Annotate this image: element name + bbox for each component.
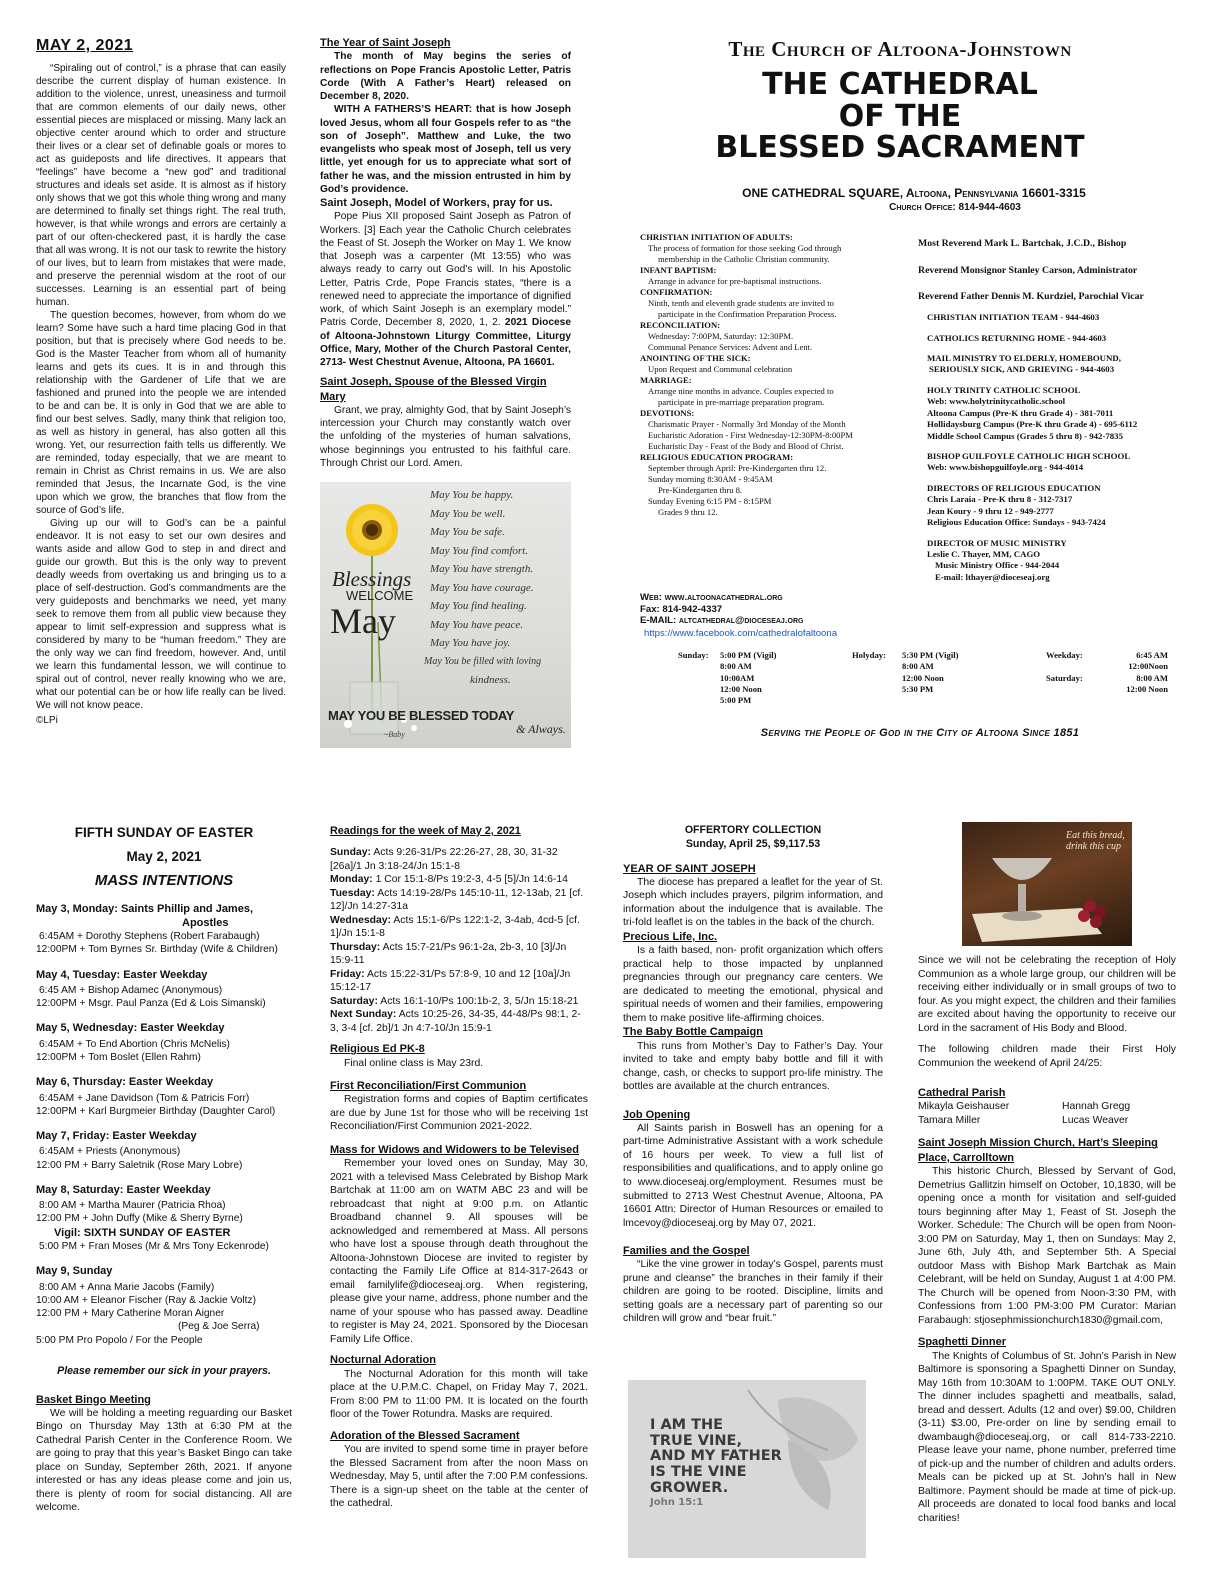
reflection-date: MAY 2, 2021 [36,37,134,54]
reflection-paragraph: Giving up our will to God’s can be a painful endeavor. It is not easy to set our own desires and wants aside and allow God to step in and direct and guide our growth. But this is the only way to prevent deadly weeds from overtaking us and bringing us to a place of self-destruction. God’s commandments are the very guideposts and benchmarks we need, yet many seek to remove them from all public view because they appear to limit self-expression and suppress what is considered by many to be “human freedom.” They are the only way we can find freedom, however. And, until we learn this fundamental lesson, we will continue to spiral out of control, never really knowing who we are, what our potential can be or how life really can be lived. We will not know peace. [36,517,286,711]
intention-line: 6:45AM + Priests (Anonymous) [39,1146,181,1158]
may-line: May You be happy. [430,489,514,501]
mass-time: 10:00AM [720,672,755,683]
precious-life-text: Is a faith based, non- profit organization which offers practical help to those impacted by unplanned pregnancies through our pregnancy care centers. We are dedicated to meeting the emotional, physical and spiritual needs of women and their families, empowering them to make positive life-affirming choices. [623,945,883,1024]
staff-vicar: Reverend Father Dennis M. Kurdziel, Parochial Vicar [918,291,1144,303]
reading-day: Monday: [330,874,373,886]
intention-line: 6:45 AM + Bishop Adamec (Anonymous) [39,984,223,996]
staff-directory [918,238,1198,592]
reading-entry [330,995,588,1009]
info-line: participate in the Confirmation Preparation Process. [658,309,837,319]
contact-block [640,592,900,639]
may-line: May You find comfort. [430,544,528,557]
reading-entry [330,873,588,887]
info-line: Pre-Kindergarten thru 8. [658,485,743,495]
mass-time: 5:00 PM [720,695,752,706]
sj-paragraph: The month of May begins the series of reflections on Pope Francis Apostolic Letter, Patris Corde (With A Father’s Heart) released on December 8, 2020. [320,51,571,103]
bingo-title: Basket Bingo Meeting [36,1393,151,1406]
intention-day: May 8, Saturday: Easter Weekday [36,1183,211,1196]
staff-administrator: Reverend Monsignor Stanley Carson, Administrator [918,264,1138,276]
sj-prayer: Grant, we pray, almighty God, that by Saint Joseph’s intercession your Church may constantly watch over the unfolding of the mysteries of human salvations, whose beginnings you entrusted to his faithful care. Through Christ our Lord. Amen. [320,404,571,469]
intention-line: 6:45AM + Jane Davidson (Tom & Patricis Forr) [39,1092,250,1104]
reflection-paragraph: The question becomes, however, from whom do we learn? Some have such a hard time placing God in that position, but that is precisely where God needs to be. God is the Master Teacher from whom all of humanity learns and gets its cues. It is in and through this relationship with the Gardener of Life that we are fashioned and pruned into the people we are intended to be and can be. It is only in God that we are able to find our best selves. Sadly, many think that religion too, as well as history in general, has also gotten all this wrong. Yet, our resurrection faith tells us differently. We are reminded, today especially, that we are meant to remain in Christ as Christ remains in us. We are also reminded that Jesus, the Incarnate God, is the vine upon which we grow, the branches that flow from the source of God’s life. [36,309,286,516]
intention-line: 12:00PM + Msgr. Paul Panza (Ed & Lois Simanski) [36,998,266,1010]
intention-line: 12:00 PM + Barry Saletnik (Rose Mary Lobre) [36,1159,243,1171]
may-line: May You have courage. [430,581,534,594]
vine-line: TRUE VINE, [650,1432,742,1449]
office-line: DIRECTORS OF RELIGIOUS EDUCATION [927,482,1101,493]
adoration-title: Adoration of the Blessed Sacrament [330,1429,520,1442]
office-line: HOLY TRINITY CATHOLIC SCHOOL [927,384,1081,395]
info-line: Arrange nine months in advance. Couples expected to [648,386,834,396]
info-heading: INFANT BAPTISM: [640,265,717,275]
may-line: May You have joy. [430,637,511,649]
intention-line: 5:00 PM + Fran Moses (Mr & Mrs Tony Eckenrode) [39,1240,269,1252]
office-line: Jean Koury - 9 thru 12 - 949-2777 [927,505,1054,516]
first-communion-list-intro: The following children made their First Holy Communion the weekend of April 24/25: [918,1044,1176,1069]
office-block [927,538,1198,584]
reading-entry [330,914,588,941]
facebook-link[interactable]: https://www.facebook.com/cathedralofaltoona [644,627,838,639]
staff-bishop: Most Reverend Mark L. Bartchak, J.C.D., Bishop [918,238,1127,249]
may-word: May [330,601,396,641]
readings-list [330,846,588,1035]
info-line: Eucharistic Day - Feast of the Body and Blood of Christ. [648,441,844,451]
office-block [927,312,1198,323]
job-title: Job Opening [623,1108,691,1121]
reading-day: Next Sunday: [330,1009,397,1021]
info-heading: CONFIRMATION: [640,287,713,297]
info-line: The process of formation for those seeking God through [648,243,842,253]
office-line: SERIOUSLY SICK, AND GRIEVING - 944-4603 [929,364,1115,375]
nocturnal-adoration-text: The Nocturnal Adoration for this month will take place at the U.P.M.C. Chapel, on Friday May 7, 2021. From 8:00 PM to 11:00 PM. It is located on the fourth floor of the Tower Rotundra. Masks are required. [330,1368,588,1421]
office-line: Religious Education Office: Sundays - 943-7424 [927,517,1106,528]
info-heading: CHRISTIAN INITIATION OF ADULTS: [640,232,793,242]
intentions-date: May 2, 2021 [126,848,202,864]
baby-bottle-text: This runs from Mother’s Day to Father’s Day. Your invited to take and empty baby bottle and fill it with change, cash, or checks to support pro-life ministry. The bottles are available at the church entrances. [623,1040,883,1093]
address: ONE CATHEDRAL SQUARE, Altoona, Pennsylvania 16601-3315 [742,185,1086,200]
reading-entry [330,887,588,914]
religious-ed-title: Religious Ed PK-8 [330,1043,425,1056]
sj-spouse-title: Saint Joseph, Spouse of the Blessed Virgin Mary [320,376,547,403]
intention-line: 6:45AM + Dorothy Stephens (Robert Farabaugh) [39,931,260,943]
info-line: Sunday morning 8:30AM - 9:45AM [648,474,773,484]
holyday-label: Holyday: [852,650,886,660]
ministry-offices [918,312,1198,583]
intention-line: 12:00PM + Tom Boslet (Ellen Rahm) [36,1052,201,1064]
intention-line: (Peg & Joe Serra) [178,1321,260,1333]
office-line: Chris Laraia - Pre-K thru 8 - 312-7317 [927,494,1073,505]
fax-number: Fax: 814-942-4337 [640,603,723,615]
office-line: Leslie C. Thayer, MM, CAGO [927,548,1041,559]
office-line: Music Ministry Office - 944-2044 [935,560,1060,571]
info-line: Arrange in advance for pre-baptismal instructions. [648,276,822,286]
communicant-name: Hannah Gregg [1062,1101,1131,1113]
intentions-title: MASS INTENTIONS [94,872,234,890]
communicant-names [918,1100,1176,1127]
reading-day: Saturday: [330,995,378,1007]
widows-mass-title: Mass for Widows and Widowers to be Televised [330,1143,579,1156]
sj-paragraph: WITH A FATHERS’S HEART: that is how Joseph loved Jesus, whom all four Gospels refer to as “the son of Joseph”. Matthew and Luke, the two evangelists who speak most of Joseph, tell us very little, yet enough for us to appreciate what sort of father he was, and the mission entrusted in him by God’s providence. [320,104,571,195]
info-line: September through April: Pre-Kindergarten thru 12. [648,463,827,473]
blessings-word: Blessings [332,567,412,591]
cup-caption: Eat this bread, drink this cup [1066,830,1125,852]
intention-line: 12:00PM + Karl Burgmeier Birthday (Daughter Carol) [36,1105,276,1117]
blessed-today-text: MAY YOU BE BLESSED TODAY [328,708,515,723]
readings-title: Readings for the week of May 2, 2021 [330,825,521,837]
sj-text: Pope Pius XII proposed Saint Joseph as Patron of Workers. [3] Each year the Catholic Church celebrates the Feast of St. Joseph the Worker on May 1. We know that Joseph was a carpenter (Mt 13:55) who was always ready to carry out God’s will. In his Apostolic Letter, Patris Crde, Pope Francis states, “there is a renewed need to appreciate the importance of dignified work, of which Saint Joseph is an exemplary model.” Patris Corde, December 8, 2020, 1, 2. [320,211,571,329]
holyday-times [902,650,992,695]
sacraments-list [640,232,900,518]
mass-time: 8:00 AM [902,661,934,672]
sj-paragraph [320,210,571,369]
may-line: kindness. [470,674,511,686]
office-block [927,451,1198,474]
info-heading: RECONCILIATION: [640,320,721,330]
families-text: “Like the vine grower in today’s Gospel, parents must prune and cleanse” the branches in their family if their children are going to be rooted. Discipline, limits and setting goals are a necessary part of parenting so our children will grow and “bear fruit.” [623,1259,883,1325]
spaghetti-dinner-title: Spaghetti Dinner [918,1336,1007,1349]
office-line: MAIL MINISTRY TO ELDERLY, HOMEBOUND, [927,353,1121,364]
info-line: participate in pre-marriage preparation program. [658,397,825,407]
communicant-name: Mikayla Geishauser [918,1101,1010,1113]
info-line: Communal Penance Services: Advent and Lent. [648,342,813,352]
saint-joseph-column [320,36,571,470]
saturday-label: Saturday: [1046,673,1083,683]
intention-line: 10:00 AM + Eleanor Fischer (Ray & Jackie Voltz) [36,1294,256,1306]
intention-line: 5:00 PM Pro Popolo / For the People [36,1334,203,1346]
reading-entry [330,846,588,873]
intention-day: May 6, Thursday: Easter Weekday [36,1076,214,1089]
cathedral-line-3: BLESSED SACRAMENT [715,130,1085,166]
office-line: Middle School Campus (Grades 5 thru 8) - 942-7835 [927,430,1123,441]
may-you-lines [424,488,570,692]
intention-line: 8:00 AM + Martha Maurer (Patricia Rhoa) [39,1200,226,1212]
may-line: May You be filled with loving [424,655,542,667]
reading-citations: Acts 16:1-10/Ps 100:1b-2, 3, 5/Jn 15:18-21 [380,995,579,1007]
office-line: BISHOP GUILFOYLE CATHOLIC HIGH SCHOOL [927,451,1131,461]
reading-citations: Acts 15:22-31/Ps 57:8-9, 10 and 12 [10a]/Jn 15:12-17 [330,968,571,994]
serving-tagline: Serving the People of God in the City of Altoona Since 1851 [760,727,1080,739]
reading-day: Wednesday: [330,914,392,926]
info-line: Charismatic Prayer - Normally 3rd Monday of the Month [648,419,846,429]
intentions-heading: FIFTH SUNDAY OF EASTER [74,825,254,840]
info-line: membership in the Catholic Christian community. [658,254,830,264]
cathedral-parish-title: Cathedral Parish [918,1087,1006,1100]
office-line: Web: www.bishopguilfoyle.org - 944-4014 [927,462,1084,473]
mass-time: 12:00Noon [1128,661,1168,672]
year-sj-text: The diocese has prepared a leaflet for the year of St. Joseph which includes prayers, pilgrim information, and information about the indulgence that is available. The tri-fold leaflet is on the tables in the back of the church. [623,876,883,929]
precious-life-title: Precious Life, Inc. [623,930,718,943]
vine-line: AND MY FATHER [650,1448,782,1465]
mass-time: 8:00 AM [1136,673,1168,683]
mass-time: 5:00 PM (Vigil) [720,650,777,660]
office-line: CHRISTIAN INITIATION TEAM - 944-4603 [927,312,1100,323]
vigil-heading: Vigil: SIXTH SUNDAY OF EASTER [54,1226,231,1239]
intention-line: 12:00 PM + Mary Catherine Moran Aigner [36,1308,225,1320]
reading-entry [330,1008,588,1035]
reflection-column [36,36,286,727]
info-line: Upon Request and Communal celebration [648,364,793,374]
communicant-name: Lucas Weaver [1062,1114,1129,1126]
reading-day: Friday: [330,968,365,980]
adoration-text: You are invited to spend some time in prayer before the Blessed Sacrament from after the noon Mass on Wednesday, May 5, until after the 7:00 P.M confessions. There is a sign-up sheet on the table at the center of the cathedral. [330,1444,588,1510]
may-line: May You have strength. [430,563,534,575]
reading-entry [330,968,588,995]
intention-line: 12:00 PM + John Duffy (Mike & Sherry Byrne) [36,1213,243,1225]
reading-entry [330,941,588,968]
mass-time: 12:00 Noon [720,684,762,695]
intention-day: May 4, Tuesday: Easter Weekday [36,968,208,981]
sacraments-info [640,232,900,518]
saint-joseph-mission-title: Saint Joseph Mission Church, Hart’s Sleeping Place, Carrolltown [918,1137,1158,1164]
intention-line: 12:00PM + Tom Byrnes Sr. Birthday (Wife & Children) [36,944,278,956]
may-line: May You be safe. [430,526,505,538]
info-line: Ninth, tenth and eleventh grade students are invited to [648,298,834,308]
office-block [927,333,1198,344]
eucharist-cup-image [962,822,1132,946]
church-office: Church Office: 814-944-4603 [889,202,1021,214]
communicant-name: Tamara Miller [918,1114,981,1126]
readings-column [330,824,588,1511]
saturday-times [1098,673,1168,696]
may-line: May You find healing. [430,600,527,612]
intention-line: 6:45AM + To End Abortion (Chris McNelis) [39,1038,230,1050]
office-block [927,385,1198,442]
baby-bottle-title: The Baby Bottle Campaign [623,1026,763,1039]
mass-intentions-column [36,824,292,1515]
copyright: ©LPi [36,714,58,726]
office-block [927,483,1198,529]
office-line: Web: www.holytrinitycatholic.school [927,396,1066,407]
office-line: DIRECTOR OF MUSIC MINISTRY [927,537,1067,548]
info-line: Wednesday: 7:00PM, Saturday: 12:30PM. [648,331,794,341]
reading-day: Sunday: [330,847,371,859]
intention-day: May 3, Monday: Saints Phillip and James, [36,902,254,915]
offertory-title: OFFERTORY COLLECTION [684,824,822,836]
vine-line: GROWER. [650,1479,729,1496]
reading-citations: Acts 9:26-31/Ps 22:26-27, 28, 30, 31-32 [26a]/1 Jn 3:18-24/Jn 15:1-8 [330,847,558,872]
web-address[interactable]: Web: www.altoonacathedral.org [640,592,783,603]
first-communion-column [918,954,1176,1525]
vine-line: I AM THE [650,1417,724,1433]
mass-time: 5:30 PM (Vigil) [902,650,959,660]
vine-verse [650,1418,782,1509]
office-line: Altoona Campus (Pre-K thru Grade 4) - 381-7011 [927,407,1114,418]
first-communion-text: Since we will not be celebrating the reception of Holy Communion as a whole large group, our children will be receiving either individually or in small groups of two to four. As you might expect, the children and their families are excited about having the opportunity to receive our Lord in the sacrament of His Body and Blood. [918,955,1176,1034]
spaghetti-dinner-text: The Knights of Columbus of St. John’s Parish in New Baltimore is sponsoring a Spaghetti Dinner on Sunday, May 16th from 10:30AM to 1:00PM. TAKE OUT ONLY. The dinner includes spaghetti and meatballs, salad, bread and dessert. Adults (12 and over) $9.00, Children (3-11) $3.00, Pre-order on line by sending email to dwambaugh@dioceseaj.org, or call 814-733-2210. Please leave your name, phone number, preferred time of pick-up and the number of children and adults orders. Meals can be picked up at St. John’s hall in New Baltimore. Payment should be made at time of pick-up. All proceeds are donated to local food banks and local charities! [918,1350,1176,1524]
may-line: May You be well. [430,507,506,520]
bingo-text: We will be holding a meeting reguarding our Basket Bingo on Thursday May 13th at 6:30 PM at the Cathedral Parish Center in the Conference Room. We are going to pray that this year’s Basket Bingo can take place on Sunday, September 26th, 2021. If anyone interested or has any ideas please come and join us, there is plenty of room for social distancing. All are welcome. [36,1407,292,1514]
office-line: Hollidaysburg Campus (Pre-K thru Grade 4) - 695-6112 [927,419,1138,430]
may-line: May You have peace. [430,618,524,631]
reading-citations: Acts 15:1-6/Ps 122:1-2, 3-4ab, 4cd-5 [cf. 1]/Jn 15:1-8 [330,914,580,940]
offertory-amount: Sunday, April 25, $9,117.53 [685,837,821,850]
weekday-label: Weekday: [1046,650,1083,660]
welcome-word: WELCOME [346,588,414,603]
intention-day: May 9, Sunday [36,1265,113,1278]
year-sj-title: YEAR OF SAINT JOSEPH [623,862,756,875]
intentions-list [36,902,292,1347]
religious-ed-text: Final online class is May 23rd. [344,1057,484,1069]
reading-day: Thursday: [330,941,381,953]
vine-reference: John 15:1 [650,1497,704,1509]
job-text: All Saints parish in Boswell has an opening for a part-time Administrative Assistant with a work schedule of 16 hours per week. To view a full list of responsibilities and qualifications, and to apply online go to www.dioceseaj.org/employment. Resumes must be submitted to 2713 West Chestnut Avenue, Altoona, PA 16601 Attn: Director of Human Resources or emailed to lmcevoy@dioceseaj.org by May 07, 2021. [623,1122,883,1229]
info-heading: RELIGIOUS EDUCATION PROGRAM: [640,452,794,462]
sick-prayer-note: Please remember our sick in your prayers. [57,1364,271,1377]
reading-day: Tuesday: [330,887,375,899]
reflection-paragraph: “Spiraling out of control,” is a phrase that can easily describe the current display of human existence. In addition to the violence, unrest, uneasiness and turmoil that are common elements of our daily news, other essential pieces are misplaced or missing. Many lack an objective center around which to order and structure their lives or a clear set of definable goals or mores to act as guideposts and life directives. It appears that “feelings” have become a “new god” and traditional structures and ideals set aside. It is almost as if history only shows that we got this whole thing wrong and many are determined to finally set things right. The real truth, however, is that while wrongs and errors are certainly a part of our often-checkered past, it is hardly the case that all was wrong. It is not our task to rewrite the history of our lives, but to learn from mistakes that were made, and preserve the perennial wisdom at the root of our successes. Learning is an essential part of being human. [36,62,286,308]
intention-day-cont: Apostles [182,916,229,929]
info-line: Grades 9 thru 12. [658,507,718,517]
intention-day: May 7, Friday: Easter Weekday [36,1130,197,1143]
families-title: Families and the Gospel [623,1245,750,1258]
weekday-times [1098,650,1168,673]
saint-joseph-mission-text: This historic Church, Blessed by Servant of God, Demetrius Gallitzin himself on October, 10,1830, will be opening once a month for visitation and self-guided tours beginning after May 1, Feast of St. Joseph the Worker. Schedule: The Church will be open from Noon-3:00 PM on Saturday, May 1, then on Sundays: May 2, June 6th, July 4th, and September 5th. A Special outdoor Mass with Bishop Mark Bartchak as Main Celebrant, will be held on Sunday, August 1 at 4:00 PM. The Church will be opened from Noon-3:30 PM, with Confessions from 1:00 PM-3:00 PM Curator: Marian Farabaugh: stjosephmissionchurch1830@gmail.com, [918,1166,1176,1326]
reconciliation-text: Registration forms and copies of Baptim certificates are due by June 1st for those who will be receiving 1st Reconciliation/First Communion 2021-2022. [330,1094,588,1133]
cathedral-line-2: OF THE [838,98,962,134]
mass-time: 12:00 Noon [1126,684,1168,695]
mass-time: 8:00 AM [720,661,752,672]
mass-time: 6:45 AM [1136,650,1168,660]
reading-citations: Acts 14:19-28/Ps 145:10-11, 12-13ab, 21 [cf. 12]/Jn 14:27-31a [330,887,584,913]
reading-citations: 1 Cor 15:1-8/Ps 19:2-3, 4-5 [5]/Jn 14:6-14 [375,874,568,886]
year-of-saint-joseph-title: The Year of Saint Joseph [320,37,451,49]
info-heading: ANOINTING OF THE SICK: [640,353,751,363]
vine-line: IS THE VINE [650,1463,747,1480]
email-address[interactable]: E-MAIL: altcathedral@dioceseaj.org [640,615,804,626]
reading-citations: Acts 10:25-26, 34-35, 44-48/Ps 98:1, 2-3, 3-4 [cf. 2b]/1 Jn 4:7-10/Jn 15:9-1 [330,1009,581,1034]
intention-line: 8:00 AM + Anna Marie Jacobs (Family) [39,1281,215,1293]
reconciliation-title: First Reconciliation/First Communion [330,1080,527,1093]
masthead [600,36,1200,214]
office-line: E-mail: lthayer@dioceseaj.org [935,571,1050,582]
widows-mass-text: Remember your loved ones on Sunday, May 30, 2021 with a televised Mass Celebrated by Bishop Mark Bartchak at 11:00 am on WATM ABC 23 and will be rebroadcast that night at 9:00 p.m. on Atlantic Broadband channel 9. All spouses will be acknowledged and remembered at Mass. All persons who have lost a spouse through death throughout the Altoona-Johnstown Diocese are invited to register by contacting the Family Life Office at 814-317-2643 or email familylife@dioceseaj.org. When registering, please give your name, address, phone number and the name of your spouse who has passed away. Deadline to register is May 24, 2021. Sponsored by the Diocesan Family Life Office. [330,1158,588,1345]
offertory-column [623,824,883,1326]
sj-subhead: Saint Joseph, Model of Workers, pray for us. [320,197,553,210]
office-line: CATHOLICS RETURNING HOME - 944-4603 [927,332,1107,343]
reading-citations: Acts 15:7-21/Ps 96:1-2a, 2b-3, 10 [3]/Jn 15:9-11 [330,941,567,967]
sunday-times [720,650,810,707]
info-line: Sunday Evening 6:15 PM - 8:15PM [648,496,772,506]
sign-text: ~Baby [384,730,405,739]
true-vine-image [628,1380,866,1558]
always-text: & Always. [516,722,566,736]
intention-day: May 5, Wednesday: Easter Weekday [36,1022,225,1035]
info-heading: MARRIAGE: [640,375,692,385]
nocturnal-adoration-title: Nocturnal Adoration [330,1354,436,1367]
sunday-label: Sunday: [678,650,709,660]
office-block [927,353,1198,376]
blessings-may-image [320,482,571,748]
church-name: The Church of Altoona-Johnstown [728,37,1072,61]
mass-time: 5:30 PM [902,684,934,695]
cathedral-line-1: THE CATHEDRAL [762,67,1038,103]
mass-time: 12:00 Noon [902,672,944,683]
info-heading: DEVOTIONS: [640,408,695,418]
sj-credit: 2021 Diocese of Altoona-Johnstown Liturgy Committee, Liturgy Office, Mary, Mother of the Church Pastoral Center, 2713- West Chestnut Avenue, Altoona, PA 16601. [320,317,571,369]
info-line: Eucharistic Adoration - First Wednesday-12:30PM-8:00PM [648,430,853,440]
